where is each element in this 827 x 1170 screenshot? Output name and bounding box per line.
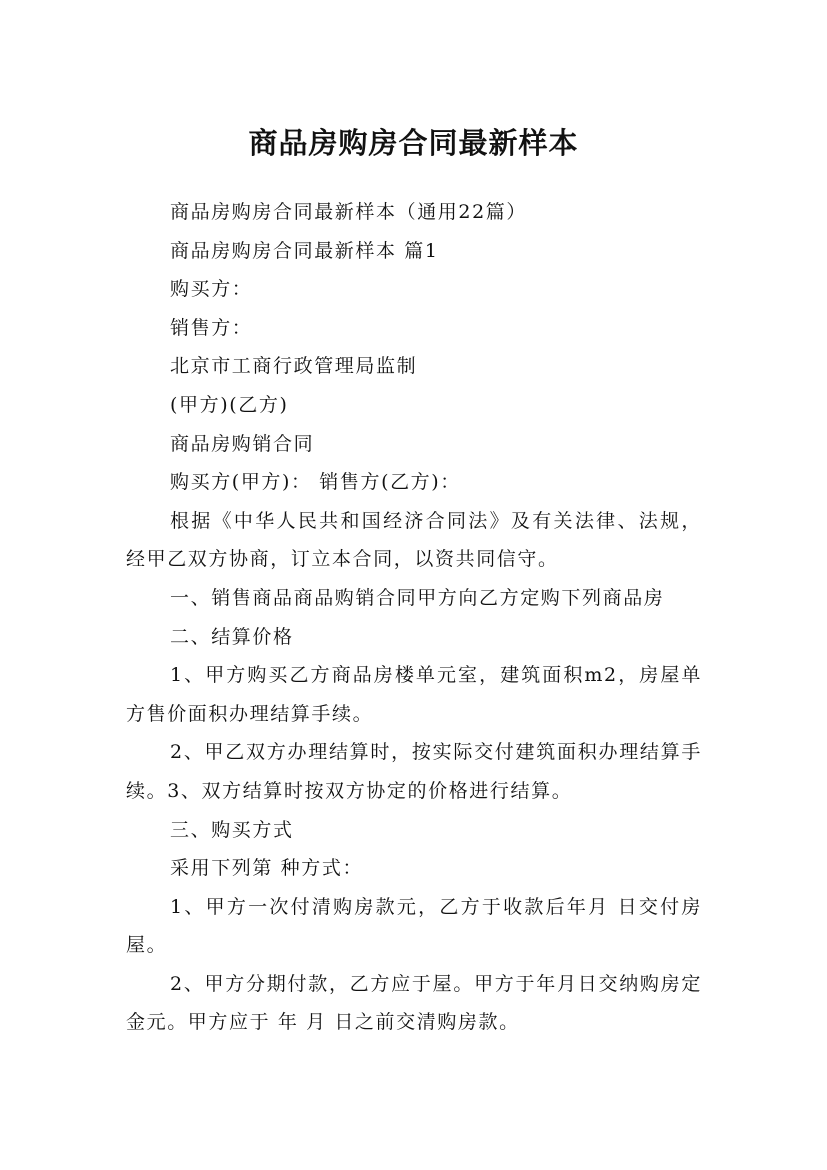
paragraph: (甲方)(乙方) [170, 393, 289, 416]
paragraph: 商品房购房合同最新样本（通用22篇） [170, 201, 527, 223]
paragraph: 1、甲方购买乙方商品房楼单元室，建筑面积m2，房屋单方售价面积办理结算手续。 [126, 664, 702, 725]
paragraph: 购买方(甲方)： 销售方(乙方)： [170, 471, 461, 494]
paragraph: 商品房购销合同 [170, 432, 315, 455]
paragraph: 北京市工商行政管理局监制 [170, 355, 418, 378]
paragraph: 商品房购房合同最新样本 篇1 [170, 239, 439, 262]
paragraph: 一、销售商品商品购销合同甲方向乙方定购下列商品房 [170, 586, 665, 609]
paragraph: 2、甲方分期付款，乙方应于屋。甲方于年月日交纳购房定金元。甲方应于 年 月 日之前交清购房款。 [126, 972, 702, 1034]
paragraph: 购买方： [170, 278, 253, 301]
paragraph: 销售方： [170, 316, 253, 339]
paragraph: 2、甲乙双方办理结算时，按实际交付建筑面积办理结算手续。3、双方结算时按双方协定的价格进行结算。 [126, 741, 702, 802]
paragraph: 根据《中华人民共和国经济合同法》及有关法律、法规，经甲乙双方协商，订立本合同，以资共同信守。 [126, 509, 702, 571]
paragraph: 采用下列第 种方式： [170, 857, 364, 880]
paragraph: 三、购买方式 [170, 818, 294, 841]
document-body [126, 193, 702, 1042]
paragraph: 二、结算价格 [170, 625, 294, 648]
document-title: 商品房购房合同最新样本 [248, 126, 579, 161]
paragraph: 1、甲方一次付清购房款元，乙方于收款后年月 日交付房屋。 [126, 895, 702, 957]
